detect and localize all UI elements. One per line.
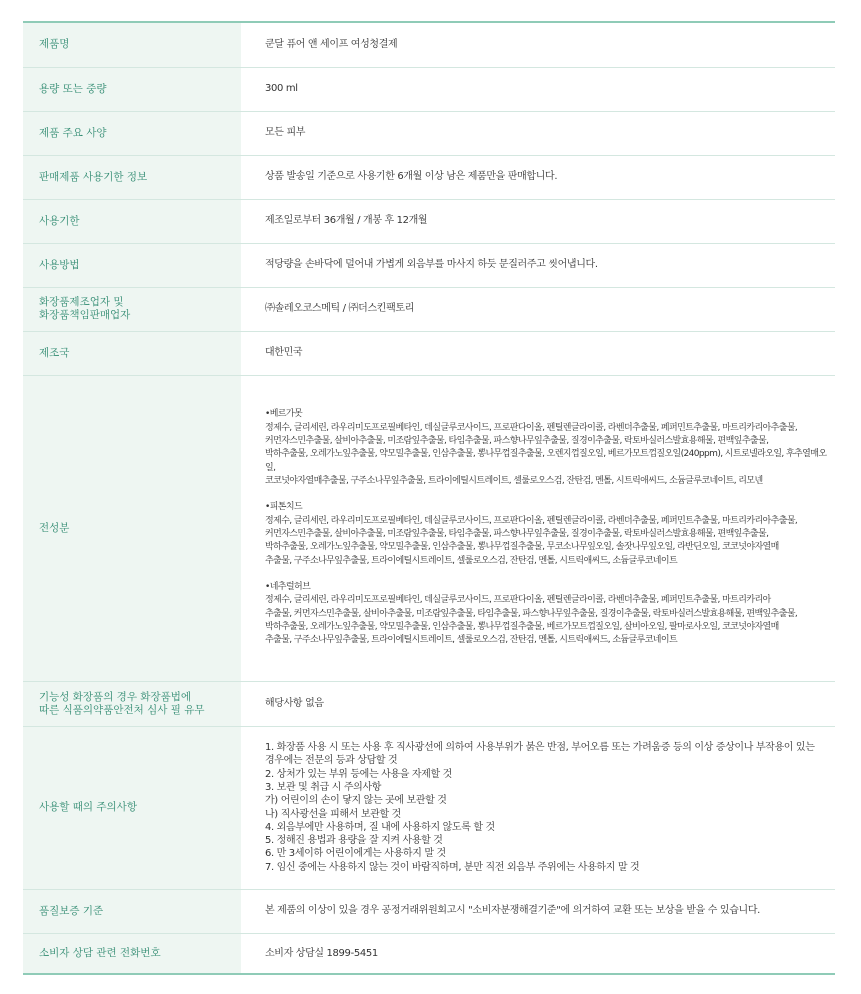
row-label: 화장품제조업자 및 화장품책임판매업자 [23,287,241,331]
row-value: 상품 발송일 기준으로 사용기한 6개월 이상 남은 제품만을 판매합니다. [265,171,558,183]
row-label: 판매제품 사용기한 정보 [23,155,241,199]
row-spec [23,111,835,155]
row-label: 사용기한 [23,199,241,243]
row-label: 제품명 [23,22,241,67]
row-product-name [23,22,835,67]
row-label: 사용방법 [23,243,241,287]
row-label: 사용할 때의 주의사항 [23,726,241,889]
row-value: 쿤달 퓨어 앤 세이프 여성청결제 [265,39,398,51]
row-value: 적당량을 손바닥에 덜어내 가볍게 외음부를 마사지 하듯 문질러주고 씻어냅니다. [265,259,598,271]
row-expiry-info [23,155,835,199]
row-value: 모든 피부 [265,127,306,139]
row-label: 소비자 상담 관련 전화번호 [23,933,241,974]
product-info-table [23,21,835,975]
row-manufacturer [23,287,835,331]
row-value: 본 제품의 이상이 있을 경우 공정거래위원회고시 "소비자분쟁해결기준"에 의거하여 교환 또는 보상을 받을 수 있습니다. [265,905,760,917]
row-origin [23,331,835,375]
row-functional-review [23,681,835,726]
row-precautions [23,726,835,889]
row-value: 300 ml [265,83,298,95]
row-value: ㈜솔레오코스메틱 / ㈜더스킨팩토리 [265,303,415,315]
precautions-text: 1. 화장품 사용 시 또는 사용 후 직사광선에 의하여 사용부위가 붉은 반점, 부어오름 또는 가려움증 등의 이상 증상이나 부작용이 있는 경우에는 전문의 등과 상담할 것 2. 상처가 있는 부위 등에는 사용을 자제할 것 3. 보관 및 취급 시 주의사항 가) 어린이의 손이 닿지 않는 곳에 보관할 것 나) 직사광선을 피해서 보관할 것 4. 외음부에만 사용하며, 질 내에 사용하지 않도록 할 것 5. 정해진 용법과 용량을 잘 지켜 사용할 것 6. 만 3세이하 어린이에게는 사용하지 말 것 7. 임신 중에는 사용하지 않는 것이 바람직하며, 분만 직전 외음부 주위에는 사용하지 말 것 [265,742,815,873]
row-label: 제품 주요 사양 [23,111,241,155]
row-value: 제조일로부터 36개월 / 개봉 후 12개월 [265,215,428,227]
row-label: 전성분 [23,375,241,681]
row-ingredients [23,375,835,681]
row-label: 제조국 [23,331,241,375]
ingredients-text: •베르가못 정제수, 글리세린, 라우리미도프로필베타인, 데실글루코사이드, 프로판다이올, 펜틸렌글라이콜, 라벤더추출물, 페퍼민트추출물, 마트리카리아추출물, 커먼자스민추출물, 살비아추출물, 미조람잎추출물, 타임추출물, 파스향나무잎추출물, 질경이추출물, 락토바실러스발효용해물, 편백잎추출물, 박하추출물, 오레가노잎추출물, 약모밀추출물, 인삼추출물, 뽕나무껍질추출물, 오렌지껍질오일, 베르가모트껍질오일(240ppm), 시트로넬라오일, 후추열매오일, 코코넛야자열매추출물, 구주소나무잎추출물, 트라이에틸시트레이트, 셀룰로오스검, 잔탄검, 멘톨, 시트릭애씨드, 소듐글루코네이트, 리모넨 •피톤치드 정제수, 글리세린, 라우리미도프로필베타인, 데실글루코사이드, 프로판다이올, 펜틸렌글라이콜, 라벤더추출물, 페퍼민트추출물, 마트리카리아추출물, 커먼자스민추출물, 살비아추출물, 미조람잎추출물, 타임추출물, 파스향나무잎추출물, 질경이추출물, 락토바실러스발효용해물, 편백잎추출물, 박하추출물, 오레가노잎추출물, 약모밀추출물, 인삼추출물, 뽕나무껍질추출물, 무코소나무잎오일, 솔잣나무잎오일, 라반딘오일, 코코넛야자열매 추출물, 구주소나무잎추출물, 트라이에틸시트레이트, 셀룰로오스검, 잔탄검, 멘톨, 시트릭애씨드, 소듐글루코네이트 •네추럴허브 정제수, 글리세린, 라우리미도프로필베타인, 데실글루코사이드, 프로판다이올, 펜틸렌글라이콜, 라벤더추출물, 페퍼민트추출물, 마트리카리아 추출물, 커먼자스민추출물, 살비아추출물, 미조람잎추출물, 타임추출물, 파스향나무잎추출물, 질경이추출물, 락토바실러스발효용해물, 편백잎추출물, 박하추출물, 오레가노잎추출물, 약모밀추출물, 인삼추출물, 뽕나무껍질추출물, 베르가모트껍질오일, 살비아오일, 팔마로사오일, 코코넛야자열매 추출물, 구주소나무잎추출물, 트라이에틸시트레이트, 셀룰로오스검, 잔탄검, 멘톨, 시트릭애씨드, 소듐글루코네이트 [265,409,827,646]
row-value: 소비자 상담실 1899-5451 [265,947,378,959]
product-info-table-wrapper [23,21,835,975]
row-volume [23,67,835,111]
row-quality-guarantee [23,889,835,933]
row-contact [23,933,835,974]
row-label: 품질보증 기준 [23,889,241,933]
row-value: 대한민국 [265,347,303,359]
row-usage [23,243,835,287]
row-label: 기능성 화장품의 경우 화장품법에 따른 식품의약품안전처 심사 필 유무 [23,681,241,726]
row-value: 해당사항 없음 [265,697,324,709]
row-expiry [23,199,835,243]
row-label: 용량 또는 중량 [23,67,241,111]
